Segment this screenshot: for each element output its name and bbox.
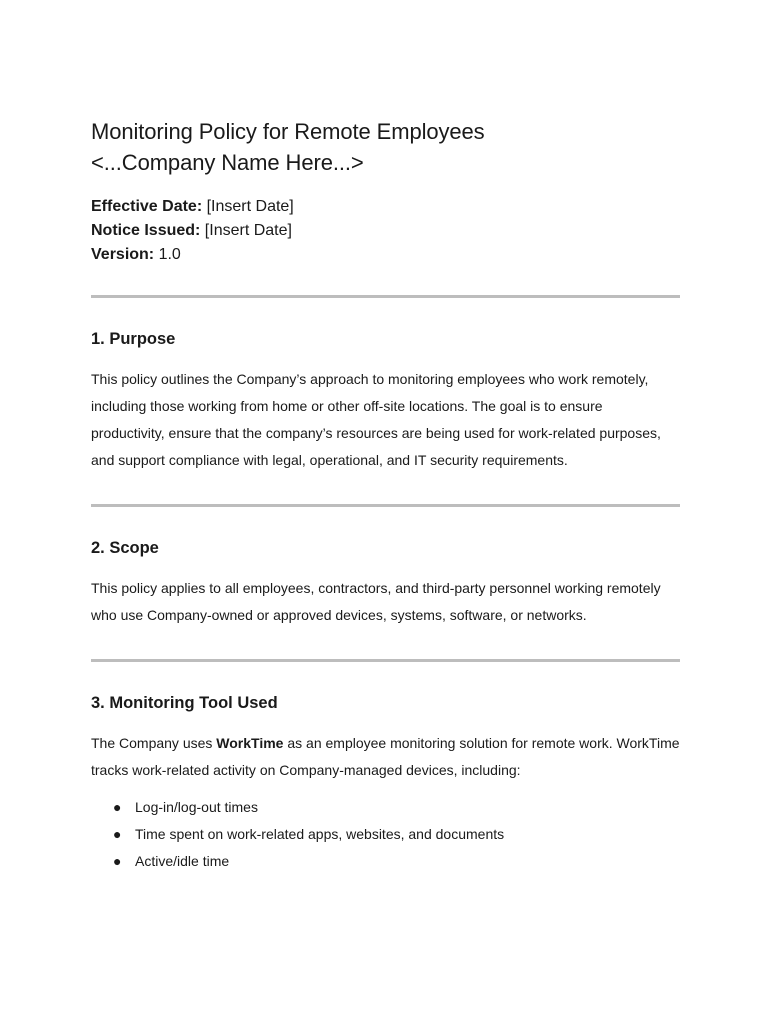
- bullet-icon: ●: [113, 826, 122, 842]
- list-item-text: Log-in/log-out times: [135, 799, 258, 815]
- effective-date-row: [91, 195, 680, 219]
- effective-date-label: Effective Date:: [91, 198, 203, 215]
- version-row: [91, 243, 680, 267]
- title-line-2: <...Company Name Here...>: [91, 150, 364, 175]
- notice-issued-value: [Insert Date]: [200, 222, 292, 239]
- section-heading: 3. Monitoring Tool Used: [91, 694, 278, 712]
- section-heading: 2. Scope: [91, 539, 159, 557]
- body-text-pre: The Company uses: [91, 735, 217, 751]
- body-text-post: as an employee monitoring solution for remote work. WorkTime tracks work-related activity on Company-managed devices, including:: [91, 735, 680, 778]
- notice-issued-row: [91, 219, 680, 243]
- version-label: Version:: [91, 246, 155, 263]
- section-scope: [91, 537, 680, 629]
- section-body: [91, 730, 680, 784]
- section-body: This policy outlines the Company’s approach to monitoring employees who work remotely, including those working from home or other off-site locations. The goal is to ensure productivity, ensure that the company’s resources are being used for work-related purposes, and support compliance with legal, operational, and IT security requirements.: [91, 371, 661, 468]
- divider: [91, 504, 680, 507]
- section-monitoring-tool: [91, 692, 680, 875]
- effective-date-value: [Insert Date]: [202, 198, 294, 215]
- title-line-1: Monitoring Policy for Remote Employees: [91, 119, 485, 144]
- list-item-text: Time spent on work-related apps, websites, and documents: [135, 826, 505, 842]
- list-item: [91, 794, 680, 821]
- list-item: [91, 821, 680, 848]
- document-meta: [91, 195, 680, 267]
- document-title: [91, 116, 680, 178]
- list-item: [91, 848, 680, 875]
- list-item-text: Active/idle time: [135, 853, 230, 869]
- section-body: This policy applies to all employees, contractors, and third-party personnel working remotely who use Company-owned or approved devices, systems, software, or networks.: [91, 580, 661, 623]
- notice-issued-label: Notice Issued:: [91, 222, 201, 239]
- bullet-icon: ●: [113, 799, 122, 815]
- divider: [91, 295, 680, 298]
- section-purpose: [91, 328, 680, 474]
- tracked-activities-list: [91, 794, 680, 875]
- product-name: WorkTime: [216, 735, 284, 751]
- version-value: 1.0: [154, 246, 181, 263]
- bullet-icon: ●: [113, 853, 122, 869]
- divider: [91, 659, 680, 662]
- section-heading: 1. Purpose: [91, 330, 176, 348]
